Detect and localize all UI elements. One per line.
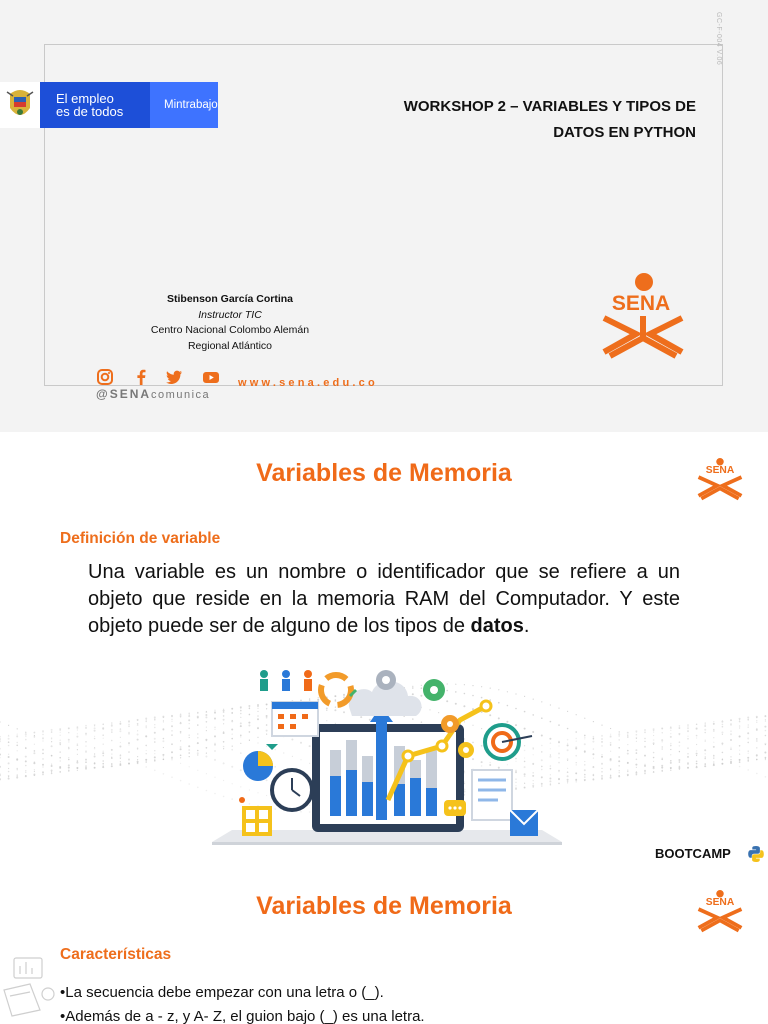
section-subtitle: Definición de variable (60, 530, 221, 547)
data-analytics-illustration-icon (212, 650, 562, 850)
definition-bold-word: datos (470, 615, 524, 637)
gov-logo (0, 82, 218, 128)
section-subtitle: Características (60, 946, 172, 963)
definition-paragraph (88, 559, 680, 640)
facebook-icon[interactable] (132, 368, 150, 386)
sena-logo (692, 888, 748, 934)
author-center: Centro Nacional Colombo Alemán (150, 324, 310, 336)
youtube-icon[interactable] (202, 368, 220, 386)
bullet-item: •La secuencia debe empezar con una letra o (_). (60, 984, 384, 1001)
gov-slogan-line1: El empleo (56, 91, 114, 106)
instagram-icon[interactable] (96, 368, 114, 386)
title-slide (0, 0, 768, 432)
document-code: GC-F-004 V.06 (715, 12, 722, 66)
author-role: Instructor TIC (198, 308, 262, 321)
social-handle (96, 387, 210, 401)
social-handle-bold: @SENA (96, 387, 152, 401)
sena-logo-text: SENA (611, 292, 671, 315)
definition-text: Una variable es un nombre o identificador que se refiere a un objeto que reside en la memoria RAM del Computador. Y este objeto puede ser de alguno de los tipos de (88, 561, 680, 637)
slide-title: Variables de Memoria (256, 892, 512, 920)
characteristics-slide (0, 864, 768, 1024)
author-region: Regional Atlántico (187, 339, 273, 352)
author-name: Stibenson García Cortina (166, 293, 294, 305)
gov-slogan (40, 92, 150, 118)
colombia-crest-icon (0, 82, 40, 128)
sena-logo-text: SENA (705, 896, 735, 908)
twitter-icon[interactable] (165, 368, 183, 386)
doodle-sketch-icon (0, 950, 60, 1024)
python-logo-icon (747, 845, 765, 863)
bootcamp-brand: BOOTCAMP (655, 846, 731, 861)
gov-slogan-line2: es de todos (56, 104, 124, 119)
definition-slide (0, 432, 768, 864)
workshop-title-line1: WORKSHOP 2 – VARIABLES Y TIPOS DE (403, 98, 696, 115)
workshop-title-line2: DATOS EN PYTHON (553, 124, 696, 141)
slide-title: Variables de Memoria (256, 459, 512, 487)
social-handle-light: comunica (151, 389, 211, 401)
bullet-item: •Además de a - z, y A- Z, el guion bajo (_) es una letra. (60, 1008, 425, 1024)
ministry-label: Mintrabajo (150, 82, 218, 128)
definition-end: . (523, 615, 530, 637)
workshop-title (330, 94, 696, 146)
sena-logo (598, 272, 718, 364)
website-link[interactable]: www.sena.edu.co (238, 377, 378, 389)
sena-logo (692, 456, 748, 502)
sena-logo-text: SENA (705, 464, 735, 476)
author-block (110, 292, 350, 354)
